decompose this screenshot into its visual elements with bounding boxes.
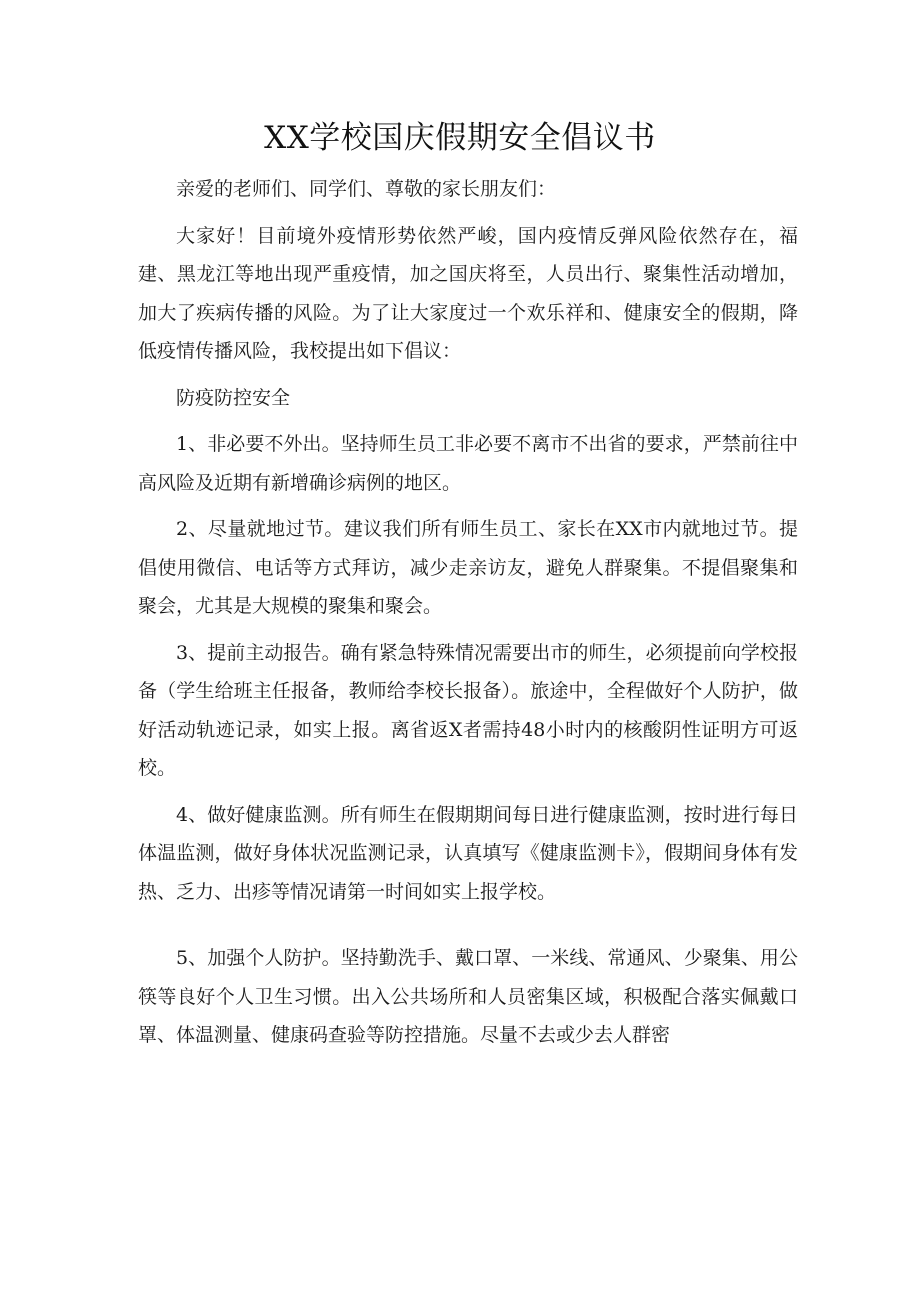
document-body	[138, 170, 798, 1063]
salutation: 亲爱的老师们、同学们、尊敬的家长朋友们：	[176, 178, 557, 200]
item-paragraph-4: 4、做好健康监测。所有师生在假期期间每日进行健康监测，按时进行每日体温监测，做好身体状况监测记录，认真填写《健康监测卡》，假期间身体有发热、乏力、出疹等情况请第一时间如实上报学校。	[138, 803, 798, 903]
section-heading: 防疫防控安全	[176, 386, 291, 409]
intro-paragraph: 大家好！目前境外疫情形势依然严峻，国内疫情反弹风险依然存在，福建、黑龙江等地出现严重疫情，加之国庆将至，人员出行、聚集性活动增加，加大了疾病传播的风险。为了让大家度过一个欢乐祥和、健康安全的假期，降低疫情传播风险，我校提出如下倡议：	[138, 224, 798, 362]
item-paragraph-3: 3、提前主动报告。确有紧急特殊情况需要出市的师生，必须提前向学校报备（学生给班主任报备，教师给李校长报备）。旅途中，全程做好个人防护，做好活动轨迹记录，如实上报。离省返X者需持48小时内的核酸阴性证明方可返校。	[138, 641, 798, 779]
item-paragraph-2: 2、尽量就地过节。建议我们所有师生员工、家长在XX市内就地过节。提倡使用微信、电话等方式拜访，减少走亲访友，避免人群聚集。不提倡聚集和聚会，尤其是大规模的聚集和聚会。	[138, 518, 798, 617]
document-title: XX学校国庆假期安全倡议书	[264, 120, 656, 156]
item-paragraph-5: 5、加强个人防护。坚持勤洗手、戴口罩、一米线、常通风、少聚集、用公筷等良好个人卫生习惯。出入公共场所和人员密集区域，积极配合落实佩戴口罩、体温测量、健康码查验等防控措施。尽量不去或少去人群密	[138, 947, 798, 1046]
item-paragraph-1: 1、非必要不外出。坚持师生员工非必要不离市不出省的要求，严禁前往中高风险及近期有新增确诊病例的地区。	[138, 433, 798, 494]
